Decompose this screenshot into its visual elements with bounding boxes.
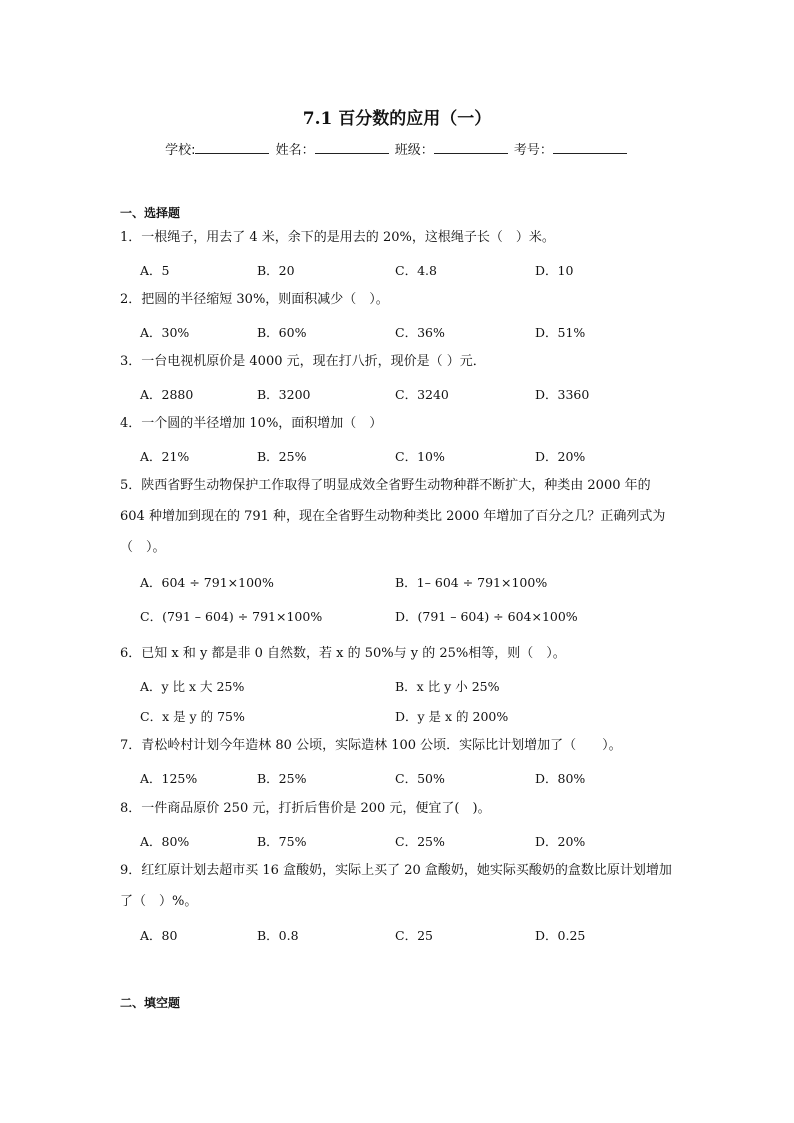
options-5-row-1 bbox=[140, 573, 680, 593]
option-d[interactable]: D．20% bbox=[535, 834, 586, 849]
question-7: 7．青松岭村计划今年造林 80 公顷，实际造林 100 公顷．实际比计划增加了（ ）。 bbox=[120, 738, 622, 753]
option-d[interactable]: D．20% bbox=[535, 449, 586, 464]
option-b[interactable]: B．25% bbox=[257, 449, 307, 464]
option-d[interactable]: D．10 bbox=[535, 263, 574, 278]
option-d[interactable]: D．80% bbox=[535, 771, 586, 786]
option-a[interactable]: A．21% bbox=[140, 449, 190, 464]
option-b[interactable]: B．60% bbox=[257, 325, 307, 340]
option-a[interactable]: A．30% bbox=[140, 325, 190, 340]
option-a[interactable]: A．y 比 x 大 25% bbox=[140, 679, 245, 694]
question-2: 2．把圆的半径缩短 30%，则面积减少（ ）。 bbox=[120, 292, 389, 307]
option-c[interactable]: C．3240 bbox=[395, 387, 449, 402]
option-c[interactable]: C．10% bbox=[395, 449, 445, 464]
question-3: 3．一台电视机原价是 4000 元，现在打八折，现价是（ ）元． bbox=[120, 354, 486, 369]
student-info-line bbox=[0, 139, 794, 158]
option-a[interactable]: A．80% bbox=[140, 834, 190, 849]
options-4 bbox=[140, 447, 680, 467]
options-8 bbox=[140, 832, 680, 852]
option-c[interactable]: C．50% bbox=[395, 771, 445, 786]
options-6-row-1 bbox=[140, 677, 680, 697]
option-b[interactable]: B．1– 604 ÷ 791×100% bbox=[395, 575, 548, 590]
option-c[interactable]: C．25% bbox=[395, 834, 445, 849]
name-label: 姓名： bbox=[275, 143, 315, 158]
option-c[interactable]: C．25 bbox=[395, 928, 433, 943]
options-3 bbox=[140, 385, 680, 405]
option-d[interactable]: D．3360 bbox=[535, 387, 590, 402]
option-c[interactable]: C．(791 – 604) ÷ 791×100% bbox=[140, 609, 323, 624]
option-d[interactable]: D．51% bbox=[535, 325, 586, 340]
option-a[interactable]: A．125% bbox=[140, 771, 198, 786]
section-title-choice: 一、选择题 bbox=[120, 206, 181, 220]
options-5-row-2 bbox=[140, 607, 680, 627]
school-label: 学校: bbox=[165, 143, 196, 158]
options-2 bbox=[140, 323, 680, 343]
class-blank[interactable] bbox=[434, 141, 508, 154]
option-c[interactable]: C．x 是 y 的 75% bbox=[140, 709, 245, 724]
question-8: 8．一件商品原价 250 元，打折后售价是 200 元，便宜了( )。 bbox=[120, 801, 491, 816]
option-d[interactable]: D．0.25 bbox=[535, 928, 586, 943]
question-9: 9．红红原计划去超市买 16 盒酸奶，实际上买了 20 盒酸奶，她实际买酸奶的盒数比原计划增加了（ ）%。 bbox=[120, 863, 672, 909]
option-b[interactable]: B．x 比 y 小 25% bbox=[395, 679, 500, 694]
option-d[interactable]: D．(791 – 604) ÷ 604×100% bbox=[395, 609, 578, 624]
options-9 bbox=[140, 926, 680, 946]
options-7 bbox=[140, 769, 680, 789]
option-a[interactable]: A．604 ÷ 791×100% bbox=[140, 575, 274, 590]
class-label: 班级： bbox=[394, 143, 434, 158]
option-b[interactable]: B．3200 bbox=[257, 387, 311, 402]
page-title: 7.1 百分数的应用（一） bbox=[302, 109, 492, 129]
question-5: 5．陕西省野生动物保护工作取得了明显成效全省野生动物种群不断扩大，种类由 2000 年的 604 种增加到现在的 791 种，现在全省野生动物种类比 2000 年增加了百分之几？正确列式为（ ）。 bbox=[120, 478, 666, 555]
section-title-fill-in: 二、填空题 bbox=[120, 996, 181, 1010]
question-1: 1．一根绳子，用去了 4 米，余下的是用去的 20%，这根绳子长（ ）米。 bbox=[120, 230, 555, 245]
option-c[interactable]: C．36% bbox=[395, 325, 445, 340]
exam-no-blank[interactable] bbox=[553, 141, 627, 154]
question-4: 4．一个圆的半径增加 10%，面积增加（ ） bbox=[120, 416, 383, 431]
option-a[interactable]: A．2880 bbox=[140, 387, 194, 402]
name-blank[interactable] bbox=[315, 141, 389, 154]
option-a[interactable]: A．80 bbox=[140, 928, 178, 943]
option-b[interactable]: B．25% bbox=[257, 771, 307, 786]
option-d[interactable]: D．y 是 x 的 200% bbox=[395, 709, 509, 724]
options-6-row-2 bbox=[140, 707, 680, 727]
exam-no-label: 考号： bbox=[513, 143, 553, 158]
option-b[interactable]: B．75% bbox=[257, 834, 307, 849]
option-b[interactable]: B．20 bbox=[257, 263, 295, 278]
question-6: 6．已知 x 和 y 都是非 0 自然数，若 x 的 50%与 y 的 25%相等，则（ ）。 bbox=[120, 646, 566, 661]
option-a[interactable]: A．5 bbox=[140, 263, 170, 278]
option-c[interactable]: C．4.8 bbox=[395, 263, 437, 278]
school-blank[interactable] bbox=[195, 141, 269, 154]
option-b[interactable]: B．0.8 bbox=[257, 928, 299, 943]
options-1 bbox=[140, 261, 680, 281]
